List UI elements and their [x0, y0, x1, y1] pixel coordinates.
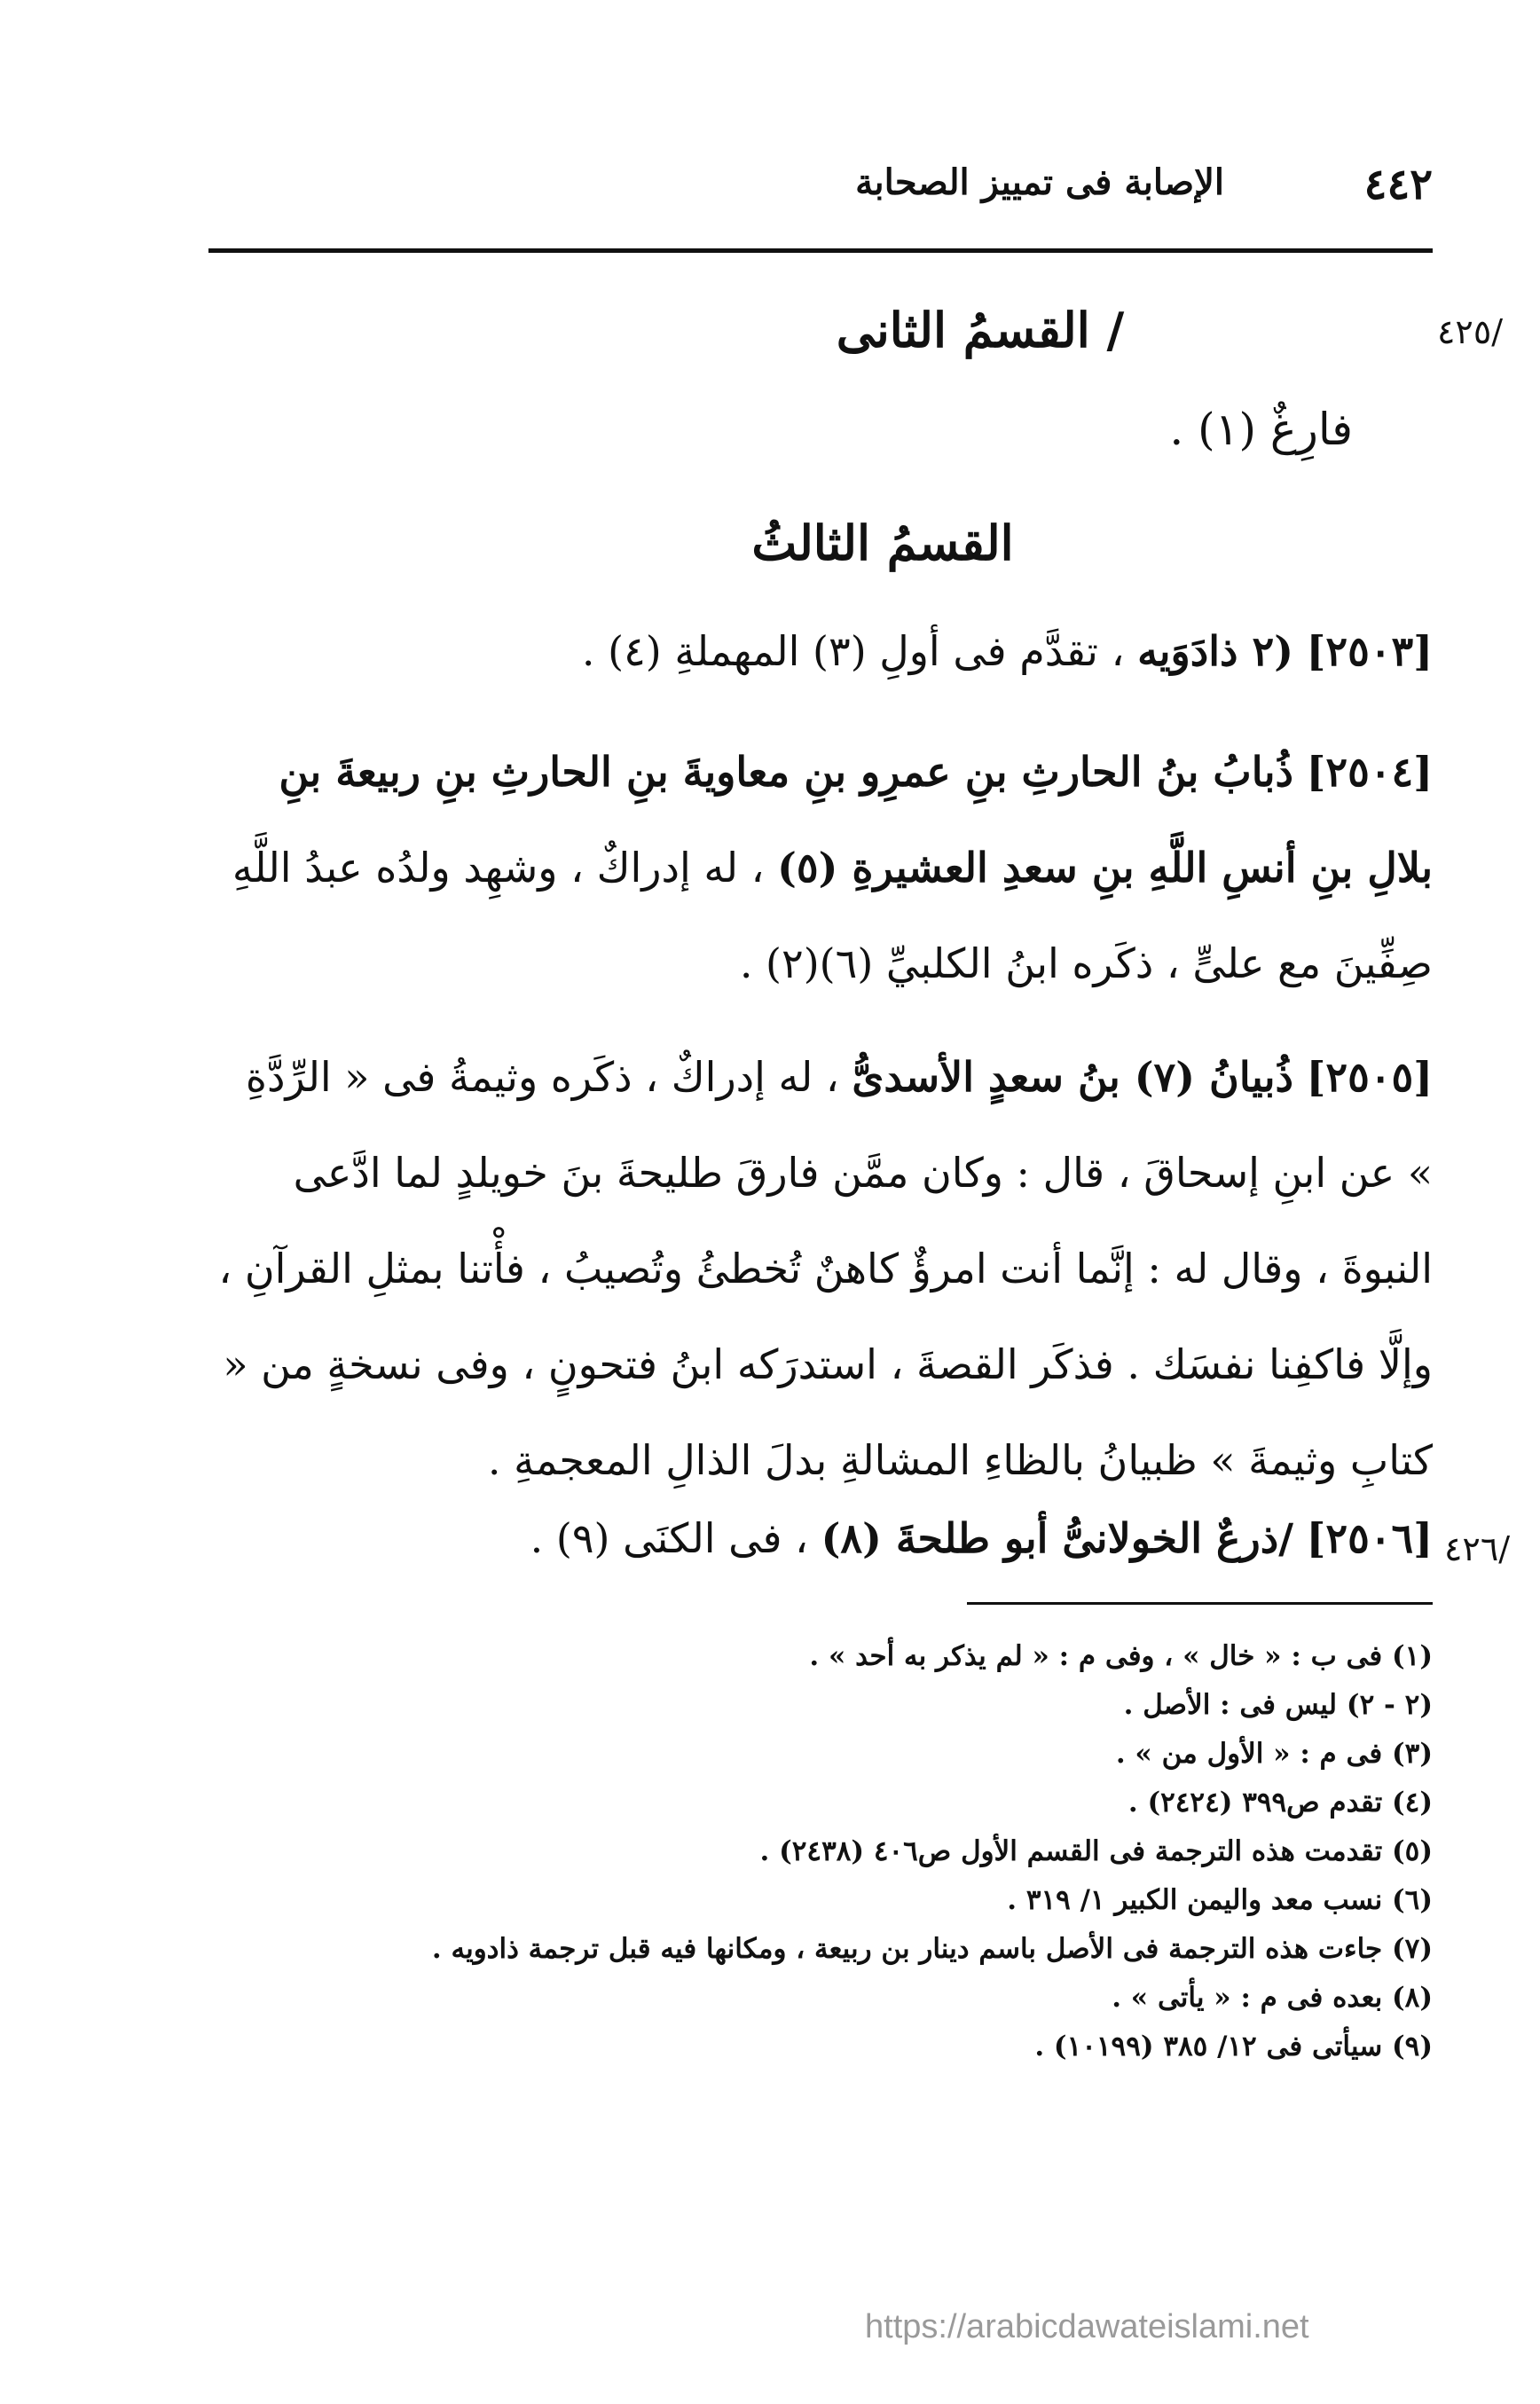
entry-text: ، له إدراكٌ ، وشهِد ولدُه عبدُ اللَّهِ صِفِّينَ مع علىٍّ ، ذكَره ابنُ الكلبيِّ (٦)(٢) . [232, 844, 1433, 987]
entry-text: ، له إدراكٌ ، ذكَره وثيمةُ فى « الرِّدَّةِ » عن ابنِ إسحاقَ ، قال : وكان ممَّن فارقَ طليحةَ بنَ خويلدٍ لما ادَّعى النبوةَ ، وقال له : إنَّما أنت امرؤٌ كاهنٌ تُخطئُ وتُصيبُ ، فأْتنا بمثلِ القرآنِ ، وإلَّا فاكفِنا نفسَك . فذكَر القصةَ ، استدرَكه ابنُ فتحونٍ ، وفى نسخةٍ من « كتابِ وثيمةَ » ظبيانُ بالظاءِ المشالةِ بدلَ الذالِ المعجمةِ . [218, 1053, 1433, 1484]
header-divider [208, 248, 1433, 253]
biography-entry [208, 603, 1433, 699]
footnote: (٧) جاءت هذه الترجمة فى الأصل باسم دينار بن ربيعة ، ومكانها فيه قبل ترجمة ذادويه . [431, 1933, 1433, 1965]
footnote: (٣) فى م : « الأول من » . [1115, 1738, 1433, 1770]
book-title: الإصابة فى تمييز الصحابة [855, 161, 1224, 203]
footnote: (١) فى ب : « خال » ، وفى م : « لم يذكر به أحد » . [809, 1640, 1433, 1672]
footnote-divider [967, 1602, 1433, 1605]
footnote: (٨) بعده فى م : « يأتى » . [1112, 1982, 1433, 2014]
entry-number: [٢٥٠٣] [1306, 627, 1433, 675]
footnotes [208, 1632, 1433, 2071]
margin-reference: /٤٢٦ [1444, 1529, 1511, 1568]
entry-number: [٢٥٠٥] [1306, 1053, 1433, 1101]
footnote: (٩) سيأتى فى ١٢/ ٣٨٥ (١٠١٩٩) . [1034, 2031, 1433, 2062]
entry-name: ذُبيانُ (٧) بنُ سعدٍ الأسدىُّ [852, 1053, 1294, 1101]
section-heading: القسمُ الثالثُ [751, 515, 1014, 571]
footnote: (٦) نسب معد واليمن الكبير ١/ ٣١٩ . [1007, 1884, 1433, 1916]
entry-number: [٢٥٠٦] [1306, 1514, 1433, 1562]
page-number: ٤٤٢ [1363, 160, 1433, 209]
entry-text: ، فى الكنَى (٩) . [530, 1514, 808, 1562]
footnote: (٢ - ٢) ليس فى : الأصل . [1123, 1689, 1433, 1721]
biography-entry [208, 1490, 1433, 1586]
biography-entry [208, 1029, 1433, 1508]
entry-name: /ذرعٌ الخولانىُّ أبو طلحةَ (٨) [821, 1514, 1294, 1562]
entry-number: [٢٥٠٤] [1306, 748, 1433, 796]
vacant-note: فارِغٌ (١) . [1169, 404, 1353, 455]
entry-name: (٢ ذادَوَيه [1137, 627, 1294, 675]
watermark-url: https://arabicdawateislami.net [865, 2308, 1309, 2345]
footnote: (٤) تقدم ص٣٩٩ (٢٤٢٤) . [1128, 1787, 1433, 1819]
running-header [208, 160, 1433, 213]
biography-entry [208, 724, 1433, 1011]
section-heading: / القسمُ الثانى [836, 302, 1125, 358]
entry-text: ، تقدَّم فى أولِ (٣) المهملةِ (٤) . [581, 627, 1125, 675]
margin-reference: /٤٢٥ [1437, 312, 1504, 351]
footnote: (٥) تقدمت هذه الترجمة فى القسم الأول ص٤٠٦ (٢٤٣٨) . [759, 1835, 1433, 1867]
entry-name: ذُبابُ بنُ الحارثِ بنِ عمرِو بنِ معاويةَ بنِ الحارثِ بنِ ربيعةَ بنِ بلالِ بنِ أنسِ اللَّهِ بنِ سعدِ العشيرةِ (٥) [279, 748, 1433, 892]
